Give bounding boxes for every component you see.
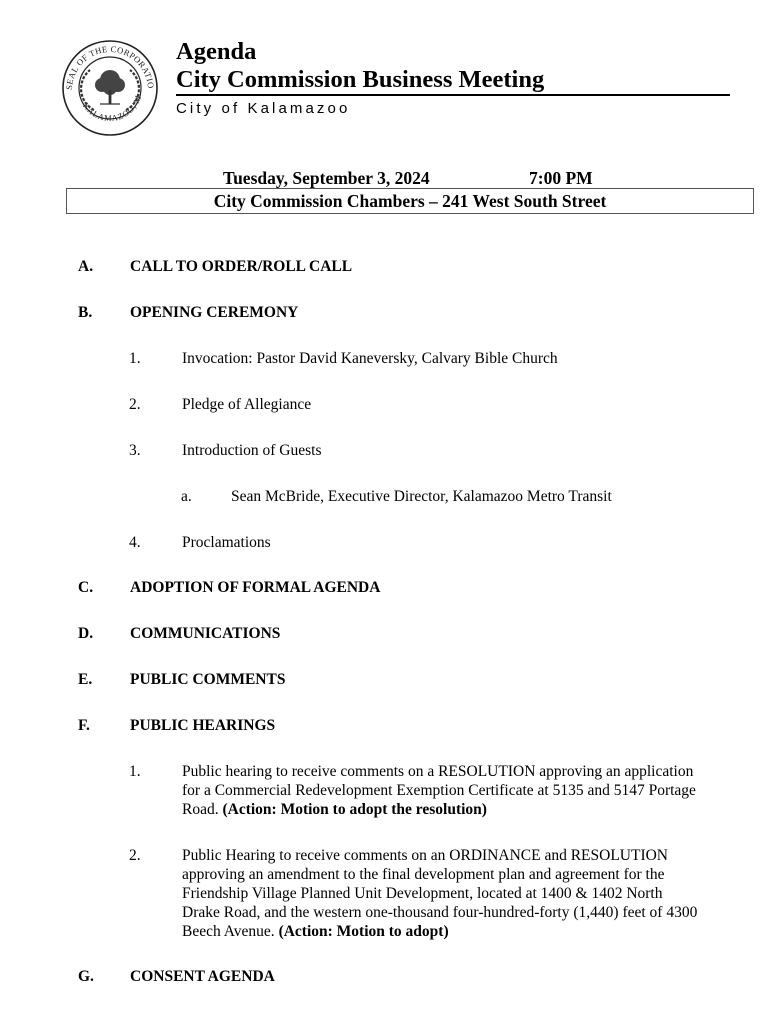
meeting-date: Tuesday, September 3, 2024 xyxy=(223,168,430,188)
item-text xyxy=(182,762,737,819)
item-text: Pledge of Allegiance xyxy=(182,396,312,413)
item-number: 2. xyxy=(129,847,141,864)
item-number: 2. xyxy=(129,396,141,413)
item-text: Introduction of Guests xyxy=(182,442,322,459)
seal-ring-text-top: SEAL OF THE CORPORATIO xyxy=(63,43,157,91)
item-number: 3. xyxy=(129,442,141,459)
section-letter: D. xyxy=(78,625,94,642)
item-text-line: approving an amendment to the final development plan and agreement for the xyxy=(182,866,665,883)
subitem-letter: a. xyxy=(181,488,192,505)
seal-ring-text-bottom: KALAMAZOO, M xyxy=(80,93,144,124)
item-number: 1. xyxy=(129,763,141,780)
item-text-line: Friendship Village Planned Unit Development, located at 1400 & 1402 North xyxy=(182,885,663,902)
item-text-line: Road. xyxy=(182,801,219,818)
document-heading: City Commission Business Meeting xyxy=(176,66,730,96)
section-title: CALL TO ORDER/ROLL CALL xyxy=(130,258,353,275)
item-text-line: Public Hearing to receive comments on an ORDINANCE and RESOLUTION xyxy=(182,847,668,864)
meeting-venue: City Commission Chambers – 241 West South Street xyxy=(66,188,754,214)
item-action: (Action: Motion to adopt the resolution) xyxy=(222,801,487,818)
section-title: ADOPTION OF FORMAL AGENDA xyxy=(130,579,381,596)
item-text-line: Public hearing to receive comments on a RESOLUTION approving an application xyxy=(182,763,694,780)
section-letter: E. xyxy=(78,671,93,688)
city-name: City of Kalamazoo xyxy=(176,100,351,117)
item-number: 1. xyxy=(129,350,141,367)
item-text: Proclamations xyxy=(182,534,271,551)
item-text-line: Beech Avenue. xyxy=(182,923,275,940)
item-text-line: Drake Road, and the western one-thousand four-hundred-forty (1,440) feet of 4300 xyxy=(182,904,698,921)
section-title: PUBLIC HEARINGS xyxy=(130,717,276,734)
section-letter: B. xyxy=(78,304,93,321)
document-title: Agenda xyxy=(176,38,257,65)
section-title: OPENING CEREMONY xyxy=(130,304,299,321)
section-title: COMMUNICATIONS xyxy=(130,625,281,642)
section-title: CONSENT AGENDA xyxy=(130,968,275,985)
section-letter: A. xyxy=(78,258,94,275)
document-header xyxy=(176,38,730,119)
item-text xyxy=(182,846,737,941)
meeting-time: 7:00 PM xyxy=(529,168,593,188)
subitem-text: Sean McBride, Executive Director, Kalamazoo Metro Transit xyxy=(231,488,612,505)
section-letter: F. xyxy=(78,717,90,734)
item-action: (Action: Motion to adopt) xyxy=(278,923,449,940)
item-text: Invocation: Pastor David Kaneversky, Calvary Bible Church xyxy=(182,350,558,367)
city-seal-icon xyxy=(60,38,160,138)
section-letter: G. xyxy=(78,968,94,985)
item-text-line: for a Commercial Redevelopment Exemption Certificate at 5135 and 5147 Portage xyxy=(182,782,696,799)
section-title: PUBLIC COMMENTS xyxy=(130,671,286,688)
item-number: 4. xyxy=(129,534,141,551)
section-letter: C. xyxy=(78,579,94,596)
